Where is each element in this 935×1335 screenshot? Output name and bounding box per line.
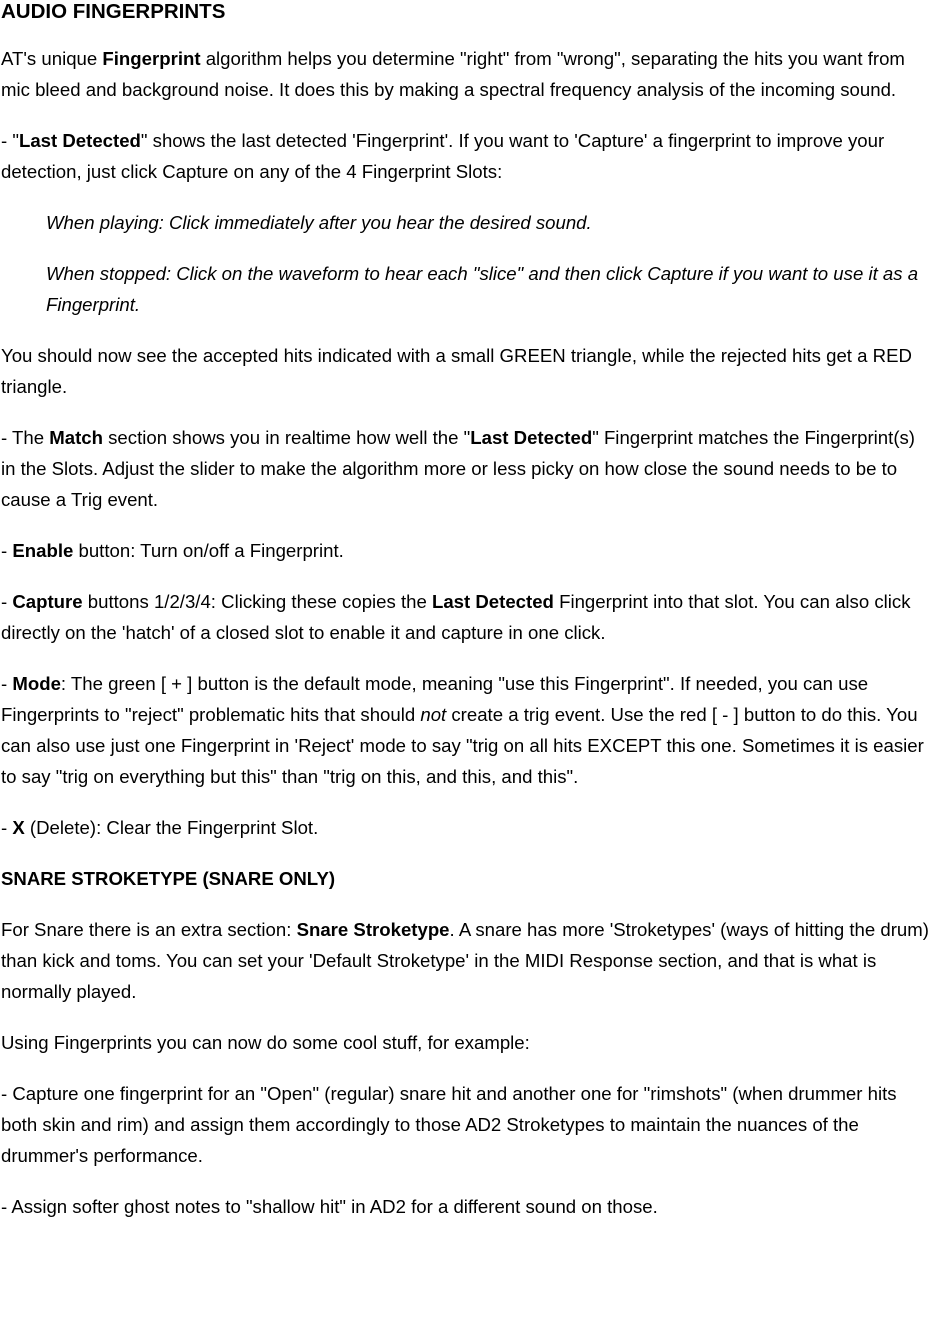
delete-paragraph: - X (Delete): Clear the Fingerprint Slot. xyxy=(1,817,319,838)
mode-paragraph: - Mode: The green [ + ] button is the default mode, meaning "use this Fingerprint". If needed, you can use Fingerprints to "reject" problematic hits that should not create a trig event. Use the red [ - ] button to do this. You can also use just one Fingerprint in 'Reject' mode to say "trig on all hits EXCEPT this one. Sometimes it is easier to say "trig on everything but this" than "trig on this, and this, and this". xyxy=(1,673,924,787)
when-stopped-note: When stopped: Click on the waveform to hear each "slice" and then click Capture if you want to use it as a Fingerprint. xyxy=(46,263,919,315)
enable-paragraph: - Enable button: Turn on/off a Fingerprint. xyxy=(1,540,344,561)
capture-paragraph: - Capture buttons 1/2/3/4: Clicking these copies the Last Detected Fingerprint into that slot. You can also click directly on the 'hatch' of a closed slot to enable it and capture in one click. xyxy=(1,591,911,643)
section-title-snare-stroketype: SNARE STROKETYPE (SNARE ONLY) xyxy=(1,868,336,889)
match-paragraph: - The Match section shows you in realtime how well the "Last Detected" Fingerprint matches the Fingerprint(s) in the Slots. Adjust the slider to make the algorithm more or less picky on how close the sound needs to be to cause a Trig event. xyxy=(1,427,915,510)
last-detected-paragraph: - "Last Detected" shows the last detected 'Fingerprint'. If you want to 'Capture' a fingerprint to improve your detection, just click Capture on any of the 4 Fingerprint Slots: xyxy=(1,130,885,182)
using-fingerprints-paragraph: Using Fingerprints you can now do some cool stuff, for example: xyxy=(1,1032,530,1053)
when-playing-note: When playing: Click immediately after you hear the desired sound. xyxy=(46,212,592,233)
snare-intro-paragraph: For Snare there is an extra section: Snare Stroketype. A snare has more 'Stroketypes' (ways of hitting the drum) than kick and toms. You can set your 'Default Stroketype' in the MIDI Response section, and that is what is normally played. xyxy=(1,919,929,1002)
triangles-paragraph: You should now see the accepted hits indicated with a small GREEN triangle, while the rejected hits get a RED triangle. xyxy=(1,345,912,397)
section-title-audio-fingerprints: AUDIO FINGERPRINTS xyxy=(1,0,226,23)
capture-open-paragraph: - Capture one fingerprint for an "Open" (regular) snare hit and another one for "rimshots" (when drummer hits both skin and rim) and assign them accordingly to those AD2 Stroketypes to maintain the nuances of the drummer's performance. xyxy=(1,1083,897,1166)
ghost-notes-paragraph: - Assign softer ghost notes to "shallow hit" in AD2 for a different sound on those. xyxy=(1,1196,658,1217)
intro-paragraph: AT's unique Fingerprint algorithm helps you determine "right" from "wrong", separating the hits you want from mic bleed and background noise. It does this by making a spectral frequency analysis of the incoming sound. xyxy=(1,48,905,100)
